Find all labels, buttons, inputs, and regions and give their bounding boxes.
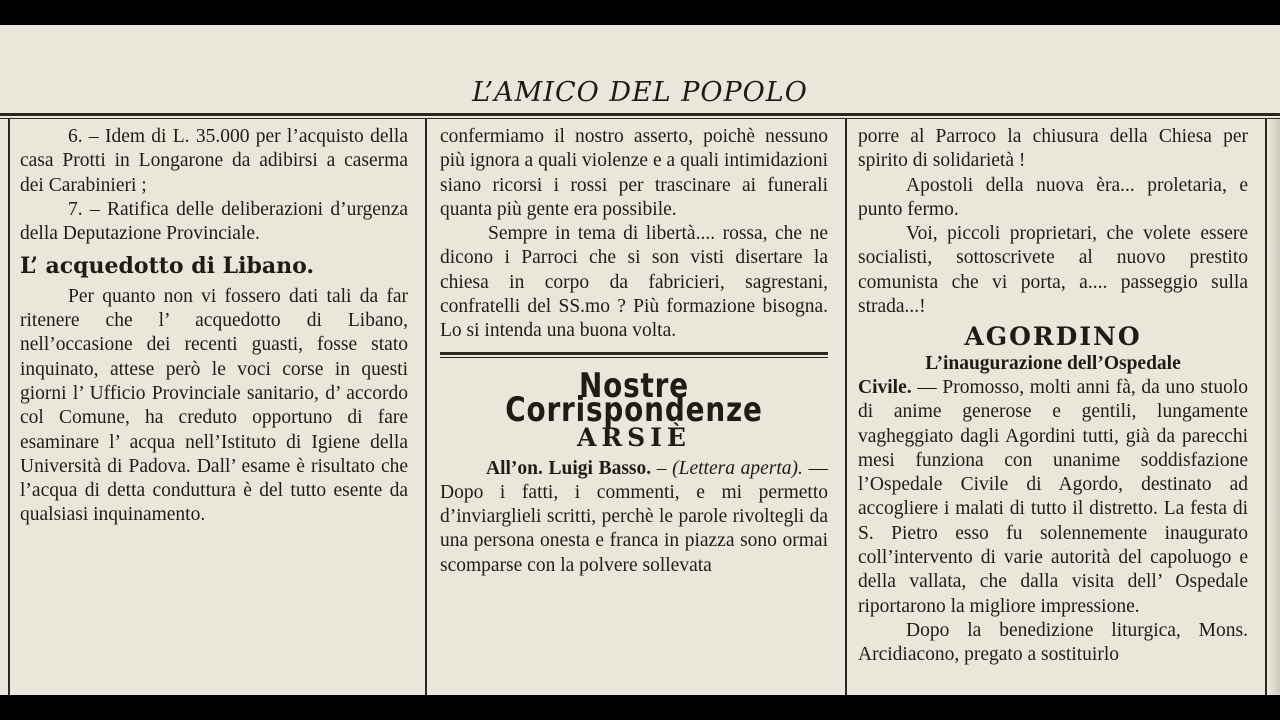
column-3 [858, 125, 1248, 668]
article-body-ospedale-text: — Promosso, molti anni fà, da uno stuolo di anime generose e gentili, lungamente vagheggiato dagli Agordini tutti, già da parecchi mesi funziona con unanime soddisfazione l’Ospedale Civile di Agordo, destinato ad accogliere i malati di tutto il distretto. La festa di S. Pietro esso fu solennemente inaugurato coll’intervento di varie autorità del capoluogo e della vallata, che dalla visita dell’ Ospedale riportarono la migliore impressione. [858, 376, 1249, 617]
column-1 [20, 125, 408, 528]
article-subheading-ospedale-2: Civile. [858, 376, 912, 398]
paragraph-benedizione: Dopo la benedizione liturgica, Mons. Arcidiacono, pregato a sostituirlo [858, 619, 1248, 666]
paragraph-proprietari: Voi, piccoli proprietari, che volete essere socialisti, sottoscrivete al nuovo prestito comunista che vi porta, a.... passeggio sulla strada...! [858, 223, 1248, 318]
paragraph-item-7: 7. – Ratifica delle deliberazioni d’urgenza della Deputazione Provinciale. [20, 198, 408, 245]
masthead-rule-thin [0, 118, 1280, 119]
column-rule-2 [845, 119, 847, 695]
letter-paragraph: All’on. Luigi Basso. – (Lettera aperta). — Dopo i fatti, i commenti, e mi permetto d’inviarglieli scritti, perchè le parole rivoltegli da una persona onesta e franca in piazza sono ormai scomparse con la polvere sollevata [440, 457, 828, 576]
section-rule [440, 352, 828, 355]
column-2 [440, 125, 828, 578]
article-body-libano: Per quanto non vi fossero dati tali da far ritenere che l’ acquedotto di Libano, nell’occasione dei recenti guasti, fosse stato inquinato, attese però le voci corse in questi giorni l’ Ufficio Provinciale sanitario, d’ accordo col Comune, ha creduto opportuno di fare esaminare l’ acqua nell’Istituto di Igiene della Università di Padova. Dall’ esame è risultato che l’acqua di detta conduttura è del tutto esente da qualsiasi inquinamento. [20, 285, 408, 526]
letter-body: — Dopo i fatti, i commenti, e mi permetto d’inviarglieli scritti, perchè le parole rivoltegli da una persona onesta e franca in piazza sono ormai scomparse con la polvere sollevata [440, 457, 828, 576]
paragraph-liberta: Sempre in tema di libertà.... rossa, che ne dicono i Parroci che si son visti disertare la chiesa in corpo da fabricieri, sagrestani, confratelli del SS.mo ? Più formazione bisogna. Lo si intenda una buona volta. [440, 223, 828, 342]
article-body-ospedale [858, 376, 1248, 619]
masthead-rule [0, 113, 1280, 116]
paragraph-apostoli: Apostoli della nuova èra... proletaria, e punto fermo. [858, 174, 1248, 220]
letter-addressee: All’on. Luigi Basso. [486, 457, 652, 479]
column-rule-right [1265, 119, 1267, 695]
place-heading-agordino: AGORDINO [964, 322, 1142, 352]
section-rule-thin [440, 357, 828, 358]
paragraph-item-6: 6. – Idem di L. 35.000 per l’acquisto della casa Protti in Longarone da adibirsi a caserma dei Carabinieri ; [20, 126, 408, 196]
section-title: Nostre Corrispondenze [505, 365, 763, 430]
letter-note: (Lettera aperta). [672, 457, 803, 479]
column-rule-left [8, 119, 10, 695]
paragraph-continued: confermiamo il nostro asserto, poichè nessuno più ignora a quali violenze e a quali intimidazioni siano ricorsi i rossi per trascinare ai funerali quanta più gente era possibile. [440, 126, 828, 220]
page-edge-shadow [1268, 119, 1280, 695]
article-subheading-ospedale: L’inaugurazione dell’Ospedale [925, 352, 1181, 374]
newspaper-page [0, 25, 1280, 695]
column-rule-1 [425, 119, 427, 695]
masthead: L’AMICO DEL POPOLO [472, 77, 808, 108]
paragraph-solidarieta: porre al Parroco la chiusura della Chiesa per spirito di solidarietà ! [858, 126, 1248, 172]
place-heading-arsie: ARSIÈ [577, 423, 691, 453]
article-heading-libano: L’ acquedotto di Libano. [20, 253, 315, 280]
